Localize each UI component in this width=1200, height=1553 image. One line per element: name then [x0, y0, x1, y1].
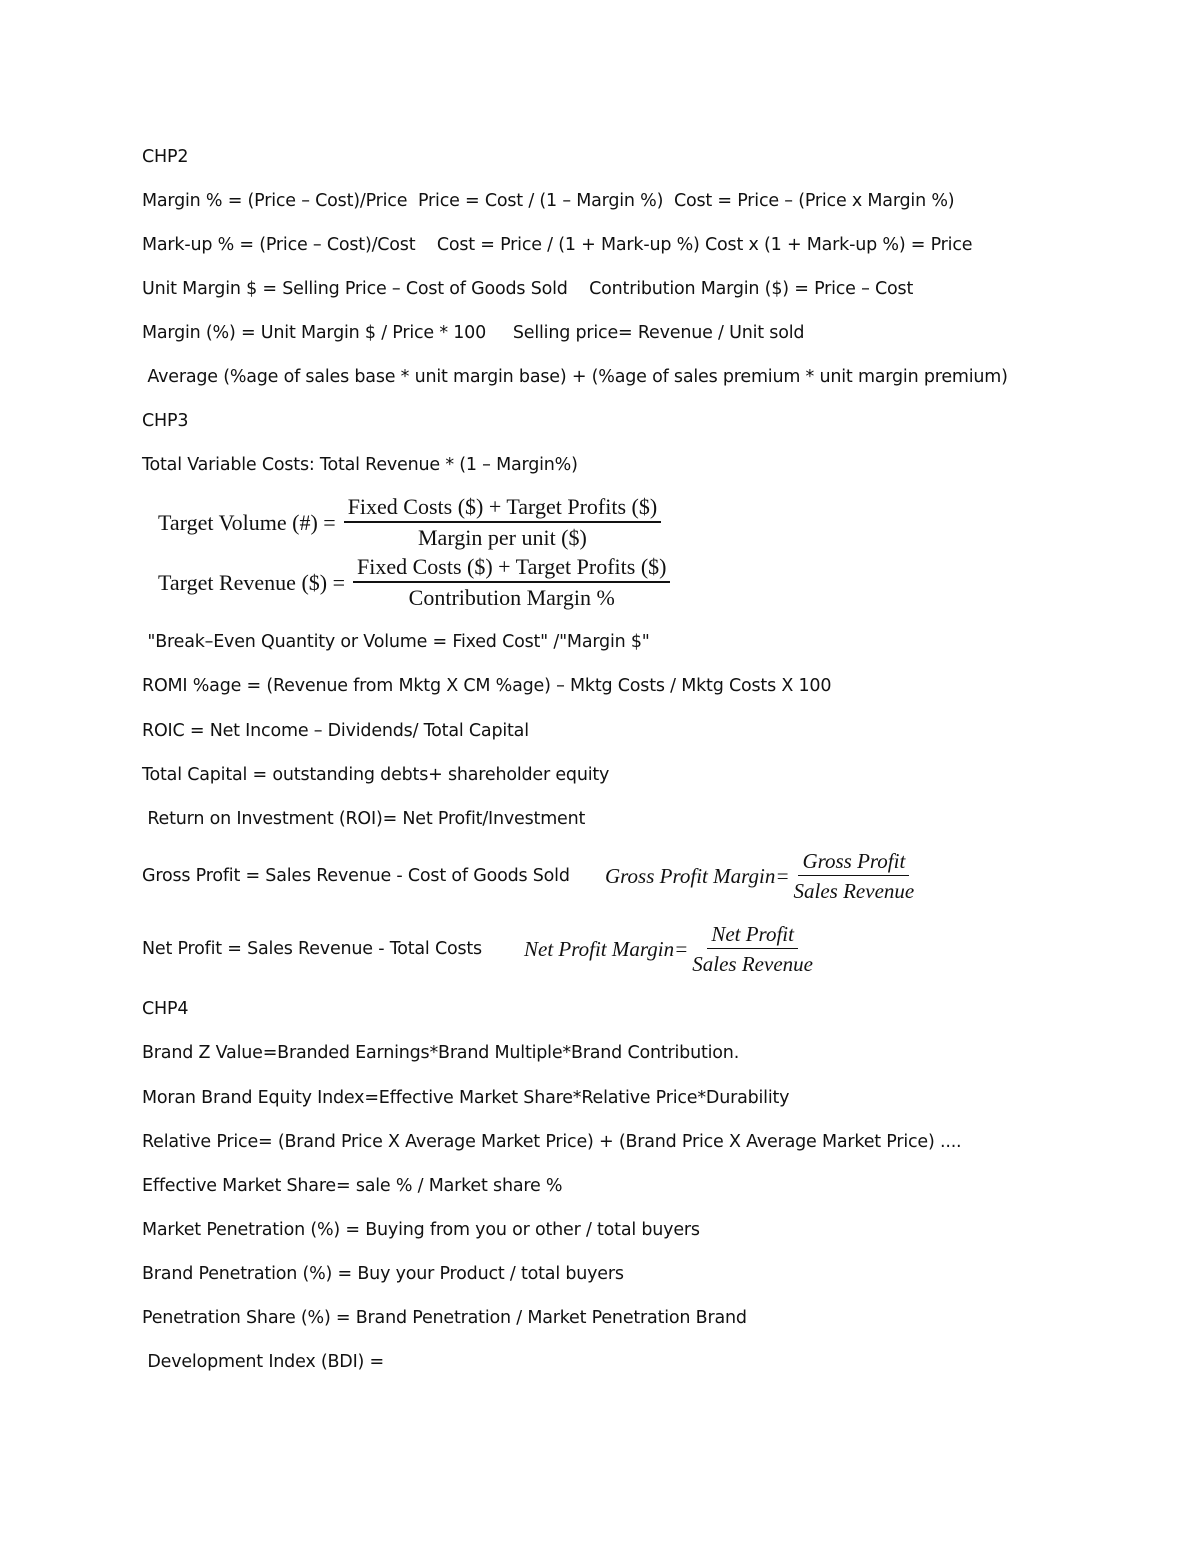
- gross-profit-row: [142, 848, 918, 904]
- net-profit-margin-numerator: Net Profit: [707, 921, 798, 949]
- net-profit-margin-denominator: Sales Revenue: [692, 952, 813, 976]
- total-capital-line: Total Capital = outstanding debts+ shareholder equity: [142, 765, 610, 785]
- margin-percent-line: Margin (%) = Unit Margin $ / Price * 100 Selling price= Revenue / Unit sold: [142, 323, 805, 343]
- romi-line: ROMI %age = (Revenue from Mktg X CM %age) – Mktg Costs / Mktg Costs X 100: [142, 676, 832, 696]
- unit-margin-line: Unit Margin $ = Selling Price – Cost of Goods Sold Contribution Margin ($) = Price – Cost: [142, 279, 914, 299]
- net-profit-row: [142, 921, 817, 977]
- chp3-heading: CHP3: [142, 411, 189, 431]
- net-profit-margin-fraction: [688, 921, 817, 977]
- margin-formula-line: Margin % = (Price – Cost)/Price Price = Cost / (1 – Margin %) Cost = Price – (Price x Margin %): [142, 191, 955, 211]
- market-penetration-line: Market Penetration (%) = Buying from you or other / total buyers: [142, 1220, 700, 1240]
- net-profit-margin-label: Net Profit Margin=: [524, 936, 689, 961]
- roic-line: ROIC = Net Income – Dividends/ Total Capital: [142, 721, 529, 741]
- average-margin-line: Average (%age of sales base * unit margin base) + (%age of sales premium * unit margin premium): [142, 367, 1008, 387]
- net-profit-margin-formula: [524, 921, 817, 977]
- total-variable-costs-line: Total Variable Costs: Total Revenue * (1 – Margin%): [142, 455, 578, 475]
- chp2-heading: CHP2: [142, 147, 189, 167]
- target-volume-fraction: [344, 494, 661, 551]
- target-revenue-label: Target Revenue ($) =: [158, 569, 345, 595]
- relative-price-line: Relative Price= (Brand Price X Average Market Price) + (Brand Price X Average Market Price) ....: [142, 1132, 962, 1152]
- brand-z-value-line: Brand Z Value=Branded Earnings*Brand Multiple*Brand Contribution.: [142, 1043, 740, 1063]
- roi-line: Return on Investment (ROI)= Net Profit/Investment: [142, 809, 586, 829]
- gross-profit-margin-denominator: Sales Revenue: [793, 879, 915, 903]
- break-even-line: "Break–Even Quantity or Volume = Fixed Cost" /"Margin $": [142, 632, 650, 652]
- gross-profit-text: Gross Profit = Sales Revenue - Cost of Goods Sold: [142, 866, 570, 886]
- penetration-share-line: Penetration Share (%) = Brand Penetration / Market Penetration Brand: [142, 1308, 747, 1328]
- markup-formula-line: Mark-up % = (Price – Cost)/Cost Cost = Price / (1 + Mark-up %) Cost x (1 + Mark-up %) = Price: [142, 235, 973, 255]
- chp4-heading: CHP4: [142, 999, 189, 1019]
- target-volume-denominator: Margin per unit ($): [418, 525, 587, 550]
- brand-penetration-line: Brand Penetration (%) = Buy your Product / total buyers: [142, 1264, 624, 1284]
- target-volume-label: Target Volume (#) =: [158, 509, 336, 535]
- effective-market-share-line: Effective Market Share= sale % / Market share %: [142, 1176, 563, 1196]
- gross-profit-margin-fraction: [790, 848, 919, 904]
- net-profit-text: Net Profit = Sales Revenue - Total Costs: [142, 939, 482, 959]
- target-revenue-numerator: Fixed Costs ($) + Target Profits ($): [353, 554, 670, 583]
- gross-profit-margin-numerator: Gross Profit: [798, 848, 909, 876]
- target-revenue-denominator: Contribution Margin %: [408, 585, 615, 610]
- target-volume-numerator: Fixed Costs ($) + Target Profits ($): [344, 494, 661, 523]
- target-revenue-fraction: [353, 554, 670, 611]
- gross-profit-margin-formula: [605, 848, 918, 904]
- bdi-line: Development Index (BDI) =: [142, 1352, 384, 1372]
- moran-brand-equity-line: Moran Brand Equity Index=Effective Market Share*Relative Price*Durability: [142, 1088, 790, 1108]
- target-volume-formula: [158, 494, 661, 551]
- target-revenue-formula: [158, 554, 670, 611]
- gross-profit-margin-label: Gross Profit Margin=: [605, 863, 790, 888]
